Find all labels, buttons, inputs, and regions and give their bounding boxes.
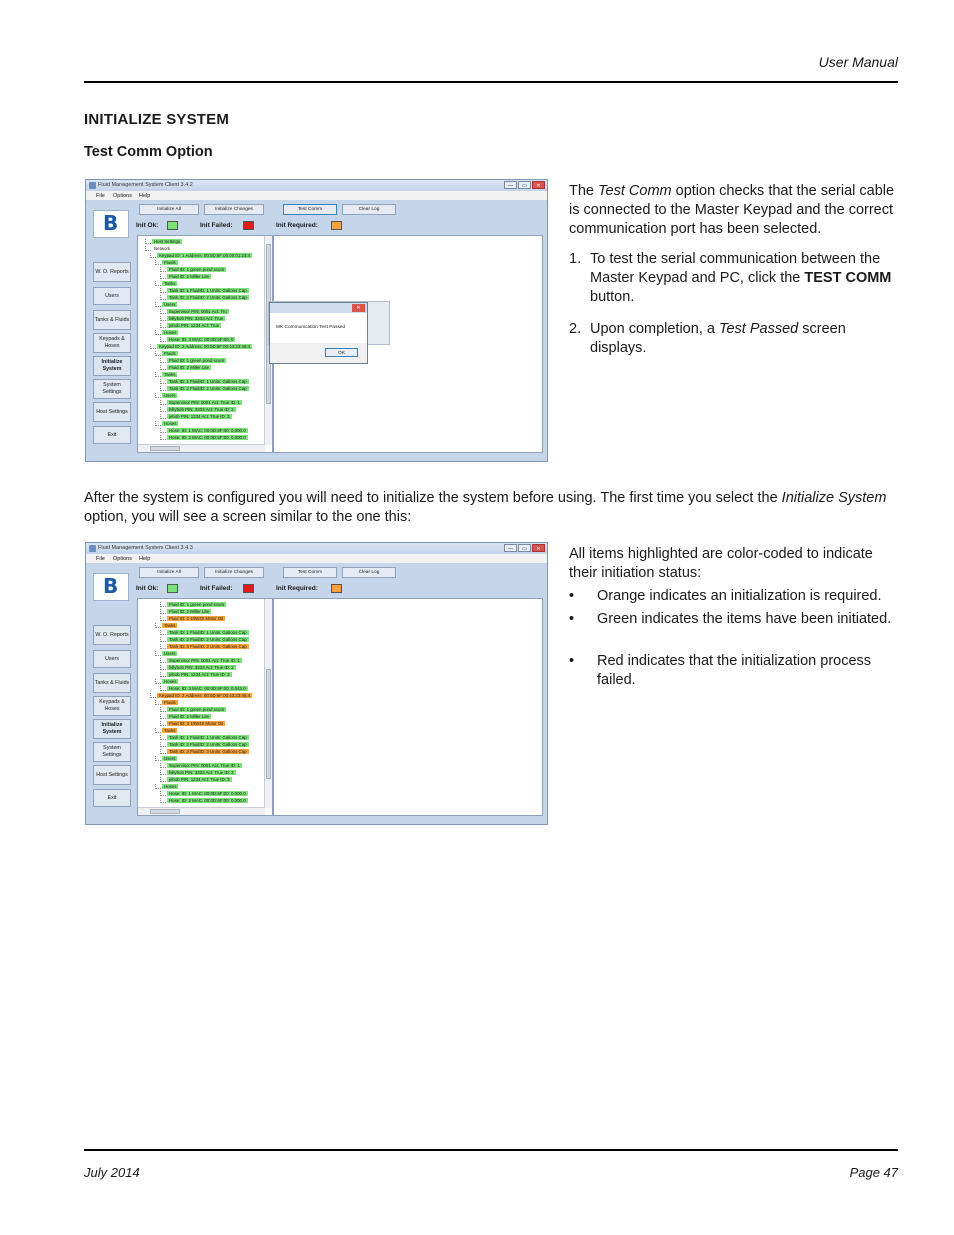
tree-node-label: Hose: ID: 2 MAC: 00:0D:6F:00: 0.000.0: [169, 435, 246, 440]
tree-connector-icon: [160, 749, 166, 754]
clear-log-button[interactable]: Clear Log: [342, 204, 396, 215]
init-ok-swatch: [167, 584, 178, 593]
company-logo: B: [93, 210, 129, 238]
tree-node[interactable]: [160, 414, 232, 421]
tree-node-label: Fluid ID: 2 Miller Lite: [169, 714, 210, 719]
tree-node[interactable]: [160, 365, 211, 372]
tree-connector-icon: [160, 323, 166, 328]
window-titlebar: [86, 180, 547, 191]
tree-node-label: Supervisor PIN: 0001 Act: True ID: 1: [169, 763, 240, 768]
tree-node-label: Hose: ID: 3 MAC: 00:0D:6F:00: 0: [169, 337, 234, 342]
init-required-swatch: [331, 584, 342, 593]
tree-connector-icon: [160, 714, 166, 719]
header-label: User Manual: [818, 54, 898, 70]
tree-node-label: jebob PIN: 1234 Act: True ID: 3: [169, 414, 230, 419]
minimize-button[interactable]: —: [504, 544, 517, 552]
tree-node-label: billybob PIN: 3333 Act: True ID: 2: [169, 770, 234, 775]
tree-connector-icon: [160, 707, 166, 712]
tree-node[interactable]: [160, 644, 249, 651]
tree-node[interactable]: [160, 400, 242, 407]
window-title: Fluid Management System Client 3.4.2: [98, 182, 193, 188]
sidebar-keypads-hoses-button[interactable]: Keypads & Hoses: [93, 696, 131, 716]
sidebar-host-settings-button[interactable]: Host Settings: [93, 402, 131, 422]
init-failed-swatch: [243, 584, 254, 593]
tree-node[interactable]: [160, 316, 225, 323]
tree-node[interactable]: [150, 693, 252, 700]
test-comm-button[interactable]: Test Comm: [283, 204, 337, 215]
tree-connector-icon: [150, 344, 156, 349]
tree-node[interactable]: [160, 672, 232, 679]
tree-node-label: jebob PIN: 1234 Act: True: [169, 323, 220, 328]
init-failed-label: Init Failed:: [200, 585, 233, 592]
tree-node-label: billybob PIN: 3333 Act: True: [169, 316, 224, 321]
init-ok-swatch: [167, 221, 178, 230]
tree-node[interactable]: [160, 707, 226, 714]
tree-connector-icon: [160, 428, 166, 433]
tree-node-label: Hoses: [164, 421, 177, 426]
tree-node-label: Users: [164, 756, 176, 761]
tree-node-label: Supervisor PIN: 0001 Act: True ID: 1: [169, 400, 240, 405]
tree-node[interactable]: [160, 337, 235, 344]
tree-node[interactable]: [160, 749, 249, 756]
tree-node-label: Fluid ID: 1 green pond scum: [169, 707, 225, 712]
tree-node-label: Fluid ID: 2 Miller Lite: [169, 365, 210, 370]
log-panel: [273, 598, 543, 816]
tree-node[interactable]: [160, 665, 236, 672]
tree-node-label: Hose: ID: 2 MAC: 00:0D:6F:00: 0.000.0: [169, 798, 246, 803]
sidebar-wo-reports-button[interactable]: W. O. Reports: [93, 625, 131, 645]
tree-connector-icon: [160, 770, 166, 775]
tree-node[interactable]: [160, 358, 226, 365]
tree-node[interactable]: [160, 616, 225, 623]
tree-node[interactable]: [160, 686, 248, 693]
tree-connector-icon: [155, 651, 161, 656]
close-button[interactable]: ✕: [532, 181, 545, 189]
tree-connector-icon: [160, 288, 166, 293]
after-config-paragraph: After the system is configured you will need to initialize the system before using. The first time you select the Initialize System option, you will see a screen similar to the one this:: [84, 490, 887, 525]
tree-node[interactable]: [160, 267, 226, 274]
tree-node-label: Fluid ID: 2 Miller Lite: [169, 609, 210, 614]
tree-node[interactable]: [160, 791, 248, 798]
tree-node[interactable]: [160, 428, 248, 435]
tree-vertical-scrollbar[interactable]: [264, 599, 272, 808]
tree-node[interactable]: [155, 372, 177, 379]
tree-node[interactable]: [160, 770, 236, 777]
tree-connector-icon: [160, 721, 166, 726]
tree-node[interactable]: [155, 756, 177, 763]
tree-connector-icon: [155, 679, 161, 684]
tree-connector-icon: [160, 616, 166, 621]
tree-horizontal-scrollbar[interactable]: [138, 807, 265, 815]
tree-node[interactable]: [155, 351, 178, 358]
tree-node-label: Fluids: [164, 700, 176, 705]
tree-node[interactable]: [155, 260, 178, 267]
tree-node-label: Supervisor PIN: 0001 Act: Tru: [169, 309, 227, 314]
tree-node-label: Tanks: [164, 281, 176, 286]
tree-node-label: Host Settings: [154, 239, 181, 244]
tree-connector-icon: [160, 407, 166, 412]
tree-node[interactable]: [150, 253, 252, 260]
tree-connector-icon: [155, 260, 161, 265]
tree-node[interactable]: [155, 393, 177, 400]
tree-connector-icon: [160, 672, 166, 677]
tree-connector-icon: [160, 400, 166, 405]
tree-node-label: billybob PIN: 3333 Act: True ID: 2: [169, 665, 234, 670]
tree-node[interactable]: [160, 407, 236, 414]
init-required-label: Init Required:: [276, 222, 318, 229]
footer-rule: [84, 1149, 898, 1151]
tree-connector-icon: [160, 798, 166, 803]
tree-horizontal-scrollbar[interactable]: [138, 444, 265, 452]
init-required-swatch: [331, 221, 342, 230]
tree-node[interactable]: [160, 714, 211, 721]
menu-options[interactable]: Options: [113, 555, 132, 562]
window-titlebar: [86, 543, 547, 554]
tree-node[interactable]: [160, 658, 242, 665]
sidebar-system-settings-button[interactable]: System Settings: [93, 742, 131, 762]
tree-connector-icon: [155, 393, 161, 398]
tree-node-label: Users: [164, 651, 176, 656]
tree-node[interactable]: [160, 386, 249, 393]
tree-connector-icon: [145, 246, 151, 251]
tree-connector-icon: [160, 295, 166, 300]
dialog-message: MK Communication Test Passed: [270, 313, 367, 343]
tree-node-label: Hose: ID: 1 MAC: 00:0D:6F:00: 0.000.0: [169, 791, 246, 796]
main-panel: [87, 563, 546, 824]
tree-node-label: Keypad ID: 1 Address: 00:0D:6F:00:00:01:23:4: [159, 253, 251, 258]
sidebar-host-settings-button[interactable]: Host Settings: [93, 765, 131, 785]
header-rule: [84, 81, 898, 83]
section-title: INITIALIZE SYSTEM: [84, 111, 230, 128]
tree-node-label: Tank ID: 1 FluidID: 1 Units: Gallons Cap: [169, 379, 247, 384]
tree-node-label: Fluid ID: 3 10W40 Motor Oil: [169, 721, 224, 726]
tree-connector-icon: [155, 728, 161, 733]
menu-help[interactable]: Help: [139, 192, 151, 199]
initialize-changes-button[interactable]: Initialize Changes: [204, 567, 264, 578]
tree-connector-icon: [145, 239, 151, 244]
tree-node-label: Tank ID: 1 FluidID: 1 Units: Gallons Cap: [169, 288, 247, 293]
tree-connector-icon: [160, 602, 166, 607]
tree-node-label: Tank ID: 2 FluidID: 2 Units: Gallons Cap: [169, 742, 247, 747]
tree-connector-icon: [155, 784, 161, 789]
tree-node-label: Hose: ID: 3 MAC: 00:0D:6F:00: 0.043.0: [169, 686, 246, 691]
test-passed-dialog: [269, 302, 368, 364]
dialog-titlebar: [270, 303, 367, 313]
tree-node[interactable]: [160, 295, 249, 302]
tree-connector-icon: [160, 686, 166, 691]
tree-connector-icon: [160, 777, 166, 782]
sidebar-users-button[interactable]: Users: [93, 650, 131, 668]
menu-help[interactable]: Help: [139, 555, 151, 562]
tree-connector-icon: [160, 742, 166, 747]
tree-connector-icon: [160, 365, 166, 370]
tree-node[interactable]: [160, 798, 248, 805]
sidebar-tanks-fluids-button[interactable]: Tanks & Fluids: [93, 673, 131, 693]
sidebar-initialize-system-button[interactable]: Initialize System: [93, 356, 131, 376]
init-ok-label: Init Ok:: [136, 222, 159, 229]
tree-node-label: Keypad ID: 2 Address: 00:0D:6F:00:43:23:46:4: [159, 344, 251, 349]
init-failed-swatch: [243, 221, 254, 230]
tree-node-label: Tanks: [164, 623, 176, 628]
tree-node[interactable]: [155, 623, 177, 630]
initialize-all-button[interactable]: Initialize All: [139, 567, 199, 578]
tree-node[interactable]: [160, 735, 249, 742]
maximize-button[interactable]: ▭: [518, 544, 531, 552]
tree-connector-icon: [155, 330, 161, 335]
menu-file[interactable]: File: [96, 555, 105, 562]
sidebar-system-settings-button[interactable]: System Settings: [93, 379, 131, 399]
tree-node-label: Tank ID: 2 FluidID: 2 Units: Gallons Cap: [169, 386, 247, 391]
init-required-label: Init Required:: [276, 585, 318, 592]
tree-connector-icon: [155, 421, 161, 426]
sidebar-exit-button[interactable]: Exit: [93, 789, 131, 807]
company-logo: B: [93, 573, 129, 601]
sidebar-tanks-fluids-button[interactable]: Tanks & Fluids: [93, 310, 131, 330]
init-ok-label: Init Ok:: [136, 585, 159, 592]
minimize-button[interactable]: —: [504, 181, 517, 189]
tree-node-label: Fluid ID: 1 green pond scum: [169, 267, 225, 272]
tree-node-label: Keypad ID: 2 Address: 00:0D:6F:00:43:23:46:4: [159, 693, 251, 698]
tree-connector-icon: [160, 267, 166, 272]
tree-node[interactable]: [160, 609, 211, 616]
tree-node[interactable]: [145, 246, 172, 253]
tree-connector-icon: [160, 658, 166, 663]
tree-connector-icon: [160, 386, 166, 391]
tree-connector-icon: [150, 693, 156, 698]
sidebar-users-button[interactable]: Users: [93, 287, 131, 305]
tree-connector-icon: [155, 700, 161, 705]
tree-node[interactable]: [160, 309, 229, 316]
network-tree[interactable]: [137, 235, 273, 453]
tree-node-label: Tank ID: 2 FluidID: 2 Units: Gallons Cap: [169, 637, 247, 642]
tree-node-label: Hoses: [164, 784, 177, 789]
tree-node[interactable]: [155, 679, 178, 686]
tree-connector-icon: [160, 735, 166, 740]
tree-node-label: Fluids: [164, 351, 176, 356]
tree-node[interactable]: [155, 728, 177, 735]
sidebar-wo-reports-button[interactable]: W. O. Reports: [93, 262, 131, 282]
tree-connector-icon: [160, 316, 166, 321]
tree-node-label: Users: [164, 302, 176, 307]
tree-node-label: Tank ID: 1 FluidID: 1 Units: Gallons Cap: [169, 735, 247, 740]
tree-node-label: Fluid ID: 3 10W40 Motor Oil: [169, 616, 224, 621]
tree-connector-icon: [160, 644, 166, 649]
tree-node[interactable]: [160, 435, 248, 442]
tree-connector-icon: [160, 630, 166, 635]
intro-paragraph: The Test Comm option checks that the serial cable is connected to the Master Keypad and the correct communication port has been selected.: [569, 183, 895, 237]
footer-page-number: Page 47: [849, 1165, 898, 1180]
tree-node[interactable]: [160, 763, 242, 770]
tree-node-label: Tank ID: 2 FluidID: 2 Units: Gallons Cap: [169, 295, 247, 300]
tree-node[interactable]: [160, 323, 221, 330]
initialize-all-button[interactable]: Initialize All: [139, 204, 199, 215]
tree-node-label: Fluid ID: 1 green pond scum: [169, 358, 225, 363]
tree-node[interactable]: [160, 274, 211, 281]
tree-connector-icon: [155, 623, 161, 628]
tree-node-label: Hose: ID: 1 MAC: 00:0D:6F:00: 0.000.0: [169, 428, 246, 433]
tree-node-label: Hoses: [164, 679, 177, 684]
tree-connector-icon: [155, 351, 161, 356]
tree-node[interactable]: [160, 288, 249, 295]
tree-node-label: jebob PIN: 1234 Act: True ID: 3: [169, 777, 230, 782]
tree-connector-icon: [160, 435, 166, 440]
tree-connector-icon: [155, 756, 161, 761]
tree-connector-icon: [150, 253, 156, 258]
tree-node-label: Users: [164, 393, 176, 398]
tree-node-label: Fluid ID: 1 green pond scum: [169, 602, 225, 607]
tree-node-label: Network: [154, 246, 171, 251]
tree-node[interactable]: [155, 330, 178, 337]
dialog-ok-button[interactable]: OK: [325, 348, 358, 357]
app-icon: [89, 182, 96, 189]
tree-connector-icon: [160, 665, 166, 670]
tree-node-label: Fluid ID: 2 Miller Lite: [169, 274, 210, 279]
tree-connector-icon: [160, 274, 166, 279]
tree-node-label: Tank ID: 1 FluidID: 1 Units: Gallons Cap: [169, 630, 247, 635]
tree-node[interactable]: [160, 777, 232, 784]
tree-node[interactable]: [155, 302, 177, 309]
tree-connector-icon: [160, 309, 166, 314]
tree-connector-icon: [160, 791, 166, 796]
sidebar-keypads-hoses-button[interactable]: Keypads & Hoses: [93, 333, 131, 353]
tree-connector-icon: [160, 379, 166, 384]
init-failed-label: Init Failed:: [200, 222, 233, 229]
tree-node[interactable]: [160, 742, 249, 749]
tree-connector-icon: [160, 637, 166, 642]
sidebar-initialize-system-button[interactable]: Initialize System: [93, 719, 131, 739]
clear-log-button[interactable]: Clear Log: [342, 567, 396, 578]
tree-node[interactable]: [155, 700, 178, 707]
tree-connector-icon: [160, 358, 166, 363]
tree-node-label: jebob PIN: 1234 Act: True ID: 3: [169, 672, 230, 677]
tree-node[interactable]: [160, 602, 226, 609]
tree-node[interactable]: [155, 784, 178, 791]
tree-connector-icon: [160, 337, 166, 342]
tree-connector-icon: [155, 302, 161, 307]
tree-node-label: Fluids: [164, 260, 176, 265]
close-button[interactable]: ✕: [532, 544, 545, 552]
tree-node[interactable]: [160, 379, 249, 386]
menu-file[interactable]: File: [96, 192, 105, 199]
tree-node[interactable]: [155, 651, 177, 658]
sidebar-exit-button[interactable]: Exit: [93, 426, 131, 444]
dialog-close-button[interactable]: ✕: [352, 304, 365, 312]
tree-node-label: billybob PIN: 3333 Act: True ID: 2: [169, 407, 234, 412]
app-window-initialize-system: [85, 542, 548, 825]
subsection-title: Test Comm Option: [84, 144, 213, 160]
tree-connector-icon: [160, 763, 166, 768]
tree-node[interactable]: [160, 721, 225, 728]
tree-node-label: Tank ID: 3 FluidID: 3 Units: Gallons Cap: [169, 749, 247, 754]
tree-node[interactable]: [160, 630, 249, 637]
tree-node[interactable]: [150, 344, 252, 351]
window-title: Fluid Management System Client 3.4.3: [98, 545, 193, 551]
tree-connector-icon: [160, 414, 166, 419]
tree-node-label: Tanks: [164, 728, 176, 733]
tree-node-label: Tanks: [164, 372, 176, 377]
tree-node[interactable]: [155, 281, 177, 288]
tree-node[interactable]: [160, 637, 249, 644]
test-comm-button[interactable]: Test Comm: [283, 567, 337, 578]
tree-node[interactable]: [155, 421, 178, 428]
tree-connector-icon: [160, 609, 166, 614]
tree-connector-icon: [155, 372, 161, 377]
tree-node-label: Tank ID: 3 FluidID: 3 Units: Gallons Cap: [169, 644, 247, 649]
footer-date: July 2014: [84, 1165, 140, 1180]
tree-connector-icon: [155, 281, 161, 286]
network-tree[interactable]: [137, 598, 273, 816]
tree-node[interactable]: [145, 239, 182, 246]
color-code-intro: All items highlighted are color-coded to indicate their initiation status:: [569, 546, 873, 581]
initialize-changes-button[interactable]: Initialize Changes: [204, 204, 264, 215]
maximize-button[interactable]: ▭: [518, 181, 531, 189]
tree-node-label: Hoses: [164, 330, 177, 335]
menu-options[interactable]: Options: [113, 192, 132, 199]
tree-node-label: Supervisor PIN: 0001 Act: True ID: 1: [169, 658, 240, 663]
app-icon: [89, 545, 96, 552]
